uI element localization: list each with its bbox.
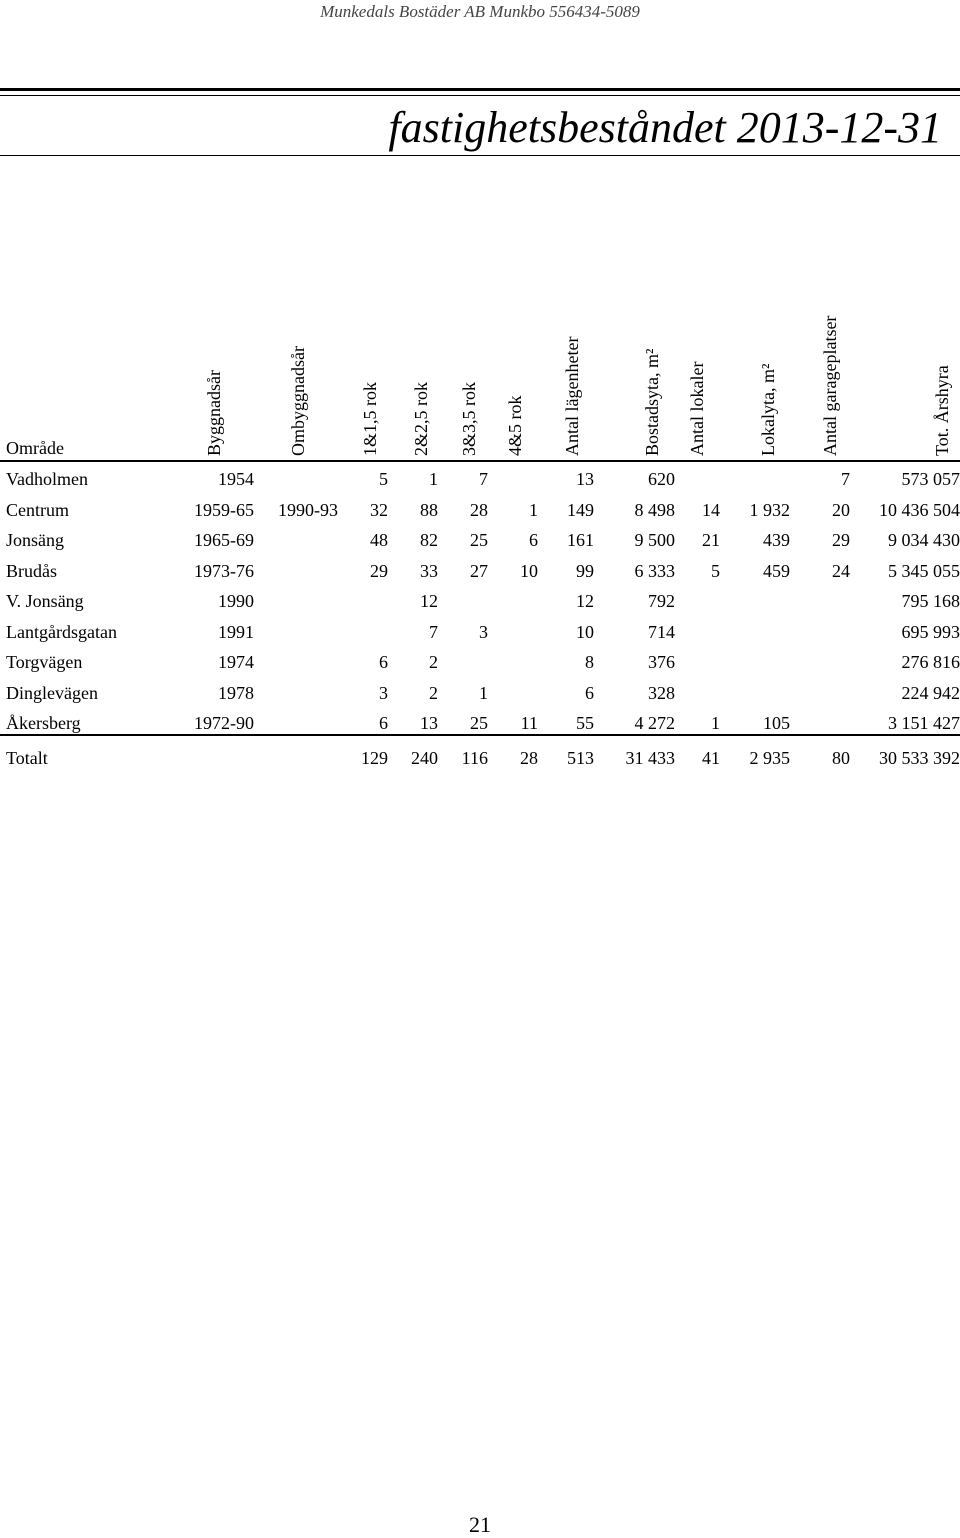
cell-lokaler: 1 [711,713,720,734]
column-header-lokaler: Antal lokaler [687,361,707,456]
cell-lokaler: 41 [702,747,720,768]
cell-bostadsyta: 31 433 [625,747,675,768]
cell-omrade: Centrum [6,499,69,520]
cell-garage: 29 [832,530,850,551]
column-header-rok2: 2&2,5 rok [411,382,431,456]
table-row [0,647,960,678]
cell-lagenheter: 10 [576,621,594,642]
page-title: fastighetsbeståndet 2013-12-31 [388,103,942,152]
cell-lokalyta [720,678,790,709]
cell-rok3: 1 [479,682,488,703]
cell-lagenheter: 513 [567,747,594,768]
cell-rok3: 28 [470,499,488,520]
cell-lokalyta: 439 [763,530,790,551]
cell-byggnadsar: 1965-69 [194,530,254,551]
cell-rok2: 240 [411,747,438,768]
cell-rok2: 2 [429,652,438,673]
cell-lokaler [675,617,720,648]
header-rule-thin [0,95,960,96]
cell-ombyggnadsar [254,678,338,709]
column-header-ombyggnadsar: Ombyggnadsår [288,346,308,456]
cell-bostadsyta: 8 498 [634,499,675,520]
cell-bostadsyta: 714 [648,621,675,642]
cell-lokaler [675,678,720,709]
column-header-rok3: 3&3,5 rok [459,382,479,456]
table-row [0,586,960,617]
column-header-lokalyta: Lokalyta, m² [758,363,778,456]
cell-garage: 20 [832,499,850,520]
cell-omrade: Jonsäng [6,530,64,551]
cell-garage [790,617,850,648]
cell-garage [790,678,850,709]
cell-ombyggnadsar [254,647,338,678]
cell-lokaler [675,647,720,678]
cell-lokaler: 21 [702,530,720,551]
cell-lagenheter: 8 [585,652,594,673]
cell-bostadsyta: 4 272 [634,713,675,734]
cell-arshyra: 30 533 392 [879,747,960,768]
total-rule [0,734,960,736]
table-header-rule [0,460,960,462]
cell-arshyra: 573 057 [901,469,960,490]
cell-rok4: 1 [529,499,538,520]
cell-rok2: 7 [429,621,438,642]
cell-lokaler: 5 [711,560,720,581]
cell-rok2: 88 [420,499,438,520]
cell-omrade: Åkersberg [6,713,81,734]
cell-rok1: 6 [379,652,388,673]
cell-omrade: V. Jonsäng [6,591,84,612]
cell-arshyra: 5 345 055 [888,560,960,581]
cell-rok4 [488,647,538,678]
cell-omrade: Vadholmen [6,469,88,490]
cell-arshyra: 795 168 [901,591,960,612]
cell-rok2: 12 [420,591,438,612]
cell-ombyggnadsar [254,464,338,495]
cell-arshyra: 9 034 430 [888,530,960,551]
cell-lagenheter: 99 [576,560,594,581]
cell-byggnadsar: 1991 [218,621,254,642]
cell-rok3: 27 [470,560,488,581]
cell-lagenheter: 149 [567,499,594,520]
cell-lokalyta [720,586,790,617]
cell-lokalyta [720,464,790,495]
cell-garage [790,586,850,617]
cell-lokaler [675,464,720,495]
cell-byggnadsar: 1973-76 [194,560,254,581]
cell-byggnadsar: 1972-90 [194,713,254,734]
cell-garage [790,647,850,678]
cell-rok2: 82 [420,530,438,551]
cell-lagenheter: 13 [576,469,594,490]
cell-omrade: Brudås [6,560,57,581]
cell-lokalyta: 459 [763,560,790,581]
column-header-lagenheter: Antal lägenheter [562,336,582,456]
table-row [0,464,960,495]
cell-ombyggnadsar [254,586,338,617]
cell-ombyggnadsar [254,617,338,648]
cell-omrade: Dinglevägen [6,682,98,703]
cell-rok4 [488,617,538,648]
column-header-omrade: Område [6,438,64,458]
property-table [0,464,960,773]
column-header-rok1: 1&1,5 rok [360,382,380,456]
table-row [0,556,960,587]
cell-rok3: 3 [479,621,488,642]
cell-ombyggnadsar [254,739,338,774]
cell-rok1: 129 [361,747,388,768]
cell-bostadsyta: 6 333 [634,560,675,581]
cell-rok1: 6 [379,713,388,734]
cell-rok2: 33 [420,560,438,581]
column-header-byggnadsar: Byggnadsår [204,370,224,456]
table-row [0,495,960,526]
cell-lagenheter: 55 [576,713,594,734]
table-body [0,464,960,773]
table-row [0,525,960,556]
cell-arshyra: 695 993 [901,621,960,642]
cell-rok4: 6 [529,530,538,551]
cell-rok2: 2 [429,682,438,703]
cell-arshyra: 10 436 504 [879,499,960,520]
cell-byggnadsar [150,739,254,774]
column-header-garage: Antal garageplatser [820,315,840,456]
cell-rok1: 29 [370,560,388,581]
page-number: 21 [469,1512,491,1537]
cell-rok4: 28 [520,747,538,768]
cell-byggnadsar: 1959-65 [194,499,254,520]
cell-garage: 80 [832,747,850,768]
cell-rok4 [488,464,538,495]
cell-rok3 [438,586,488,617]
cell-lokaler [675,586,720,617]
cell-rok1 [338,586,388,617]
cell-lokalyta: 2 935 [749,747,790,768]
cell-omrade: Totalt [6,747,48,768]
cell-rok3: 116 [461,747,488,768]
cell-rok2: 1 [429,469,438,490]
table-row [0,617,960,648]
cell-arshyra: 224 942 [901,682,960,703]
cell-lagenheter: 6 [585,682,594,703]
cell-bostadsyta: 792 [648,591,675,612]
cell-rok4 [488,678,538,709]
table-row [0,678,960,709]
cell-ombyggnadsar [254,556,338,587]
cell-garage: 7 [841,469,850,490]
cell-rok2: 13 [420,713,438,734]
cell-bostadsyta: 376 [648,652,675,673]
cell-lokaler: 14 [702,499,720,520]
cell-rok4 [488,586,538,617]
cell-byggnadsar: 1978 [218,682,254,703]
column-header-bostadsyta: Bostadsyta, m² [642,348,662,456]
cell-rok3: 25 [470,713,488,734]
cell-byggnadsar: 1954 [218,469,254,490]
cell-ombyggnadsar [254,525,338,556]
cell-omrade: Torgvägen [6,652,83,673]
cell-rok3 [438,647,488,678]
company-header: Munkedals Bostäder AB Munkbo 556434-5089 [320,2,640,21]
header-rule-thick [0,88,960,91]
column-header-rok4: 4&5 rok [505,395,525,456]
cell-rok1: 32 [370,499,388,520]
total-row [0,739,960,774]
cell-lokalyta [720,647,790,678]
cell-byggnadsar: 1990 [218,591,254,612]
title-rule [0,155,960,156]
cell-lokalyta [720,617,790,648]
cell-rok1 [338,617,388,648]
cell-lagenheter: 12 [576,591,594,612]
cell-arshyra: 3 151 427 [888,713,960,734]
cell-rok1: 48 [370,530,388,551]
cell-rok1: 3 [379,682,388,703]
cell-rok4: 11 [520,713,538,734]
cell-arshyra: 276 816 [901,652,960,673]
cell-lokalyta: 105 [763,713,790,734]
cell-lagenheter: 161 [567,530,594,551]
cell-bostadsyta: 328 [648,682,675,703]
cell-rok3: 25 [470,530,488,551]
cell-rok4: 10 [520,560,538,581]
cell-rok3: 7 [479,469,488,490]
cell-bostadsyta: 9 500 [634,530,675,551]
cell-bostadsyta: 620 [648,469,675,490]
cell-omrade: Lantgårdsgatan [6,621,117,642]
cell-garage: 24 [832,560,850,581]
cell-byggnadsar: 1974 [218,652,254,673]
cell-ombyggnadsar: 1990-93 [278,499,338,520]
cell-rok1: 5 [379,469,388,490]
cell-lokalyta: 1 932 [749,499,790,520]
column-header-arshyra: Tot. Årshyra [932,365,952,456]
